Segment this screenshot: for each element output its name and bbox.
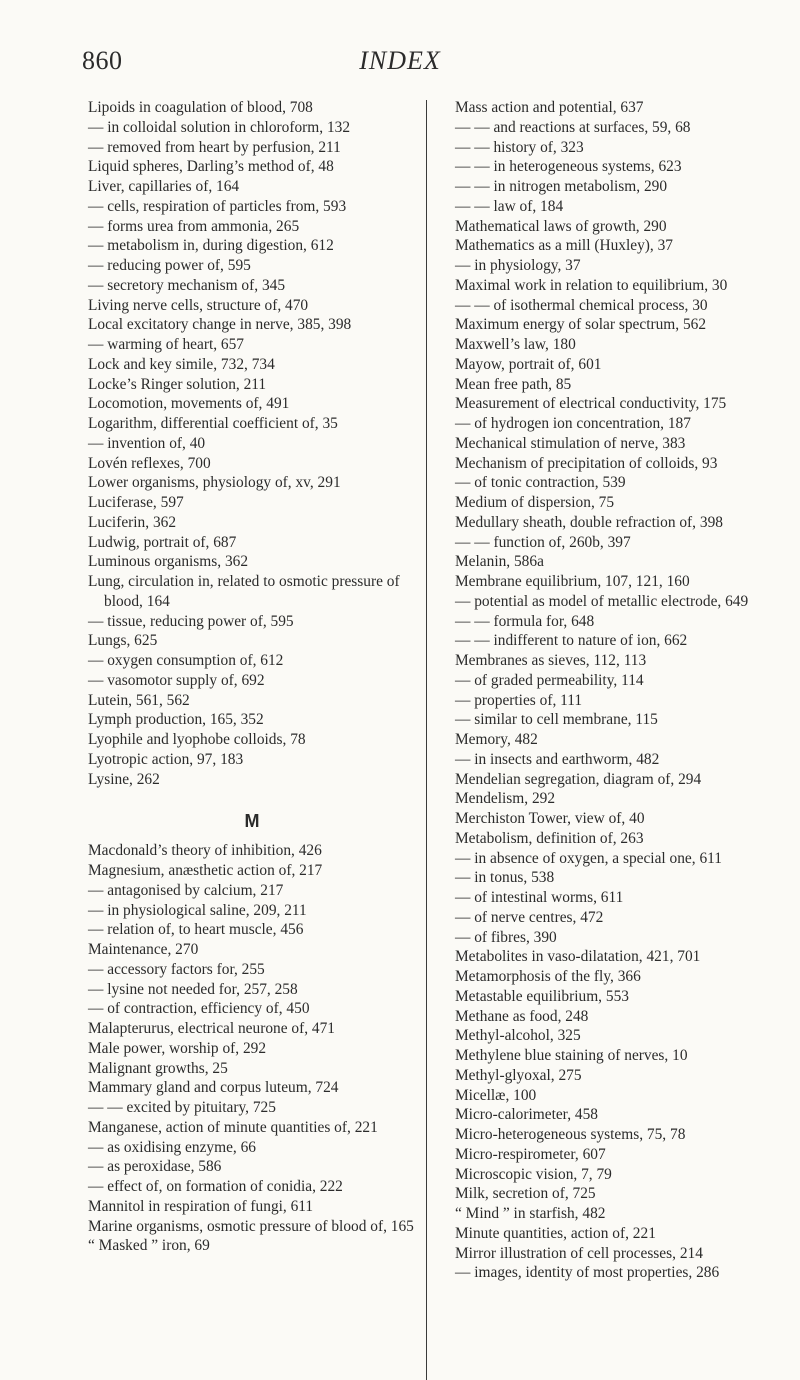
index-entry: Liquid spheres, Darling’s method of, 48 (88, 158, 334, 176)
index-entry: — metabolism in, during digestion, 612 (88, 237, 334, 255)
index-entry: — accessory factors for, 255 (88, 960, 265, 978)
index-entry: Mean free path, 85 (455, 375, 572, 393)
index-entry: Mass action and potential, 637 (455, 99, 644, 116)
index-entry: Mathematics as a mill (Huxley), 37 (455, 237, 673, 255)
index-entry: Lymph production, 165, 352 (88, 711, 264, 729)
index-entry: Manganese, action of minute quantities of, 221 (88, 1118, 378, 1136)
index-entry: Metabolism, definition of, 263 (455, 829, 644, 847)
index-entry: Methyl-alcohol, 325 (455, 1027, 581, 1045)
index-entry: Mendelism, 292 (455, 790, 556, 808)
index-entry: — as peroxidase, 586 (88, 1158, 222, 1176)
index-entry: — of contraction, efficiency of, 450 (88, 1000, 310, 1018)
index-entry: Micellæ, 100 (455, 1086, 537, 1104)
index-entry: Medium of dispersion, 75 (455, 494, 615, 511)
index-entry: Mechanism of precipitation of colloids, 93 (455, 454, 718, 472)
index-column-left (88, 98, 416, 1256)
index-entry: Maintenance, 270 (88, 941, 199, 958)
index-entry: Merchiston Tower, view of, 40 (455, 810, 645, 827)
index-entry: — — law of, 184 (455, 197, 564, 215)
index-entry: — warming of heart, 657 (88, 336, 245, 353)
index-entry: Metastable equilibrium, 553 (455, 987, 629, 1005)
index-entry: — similar to cell membrane, 115 (455, 711, 658, 729)
index-entry: — antagonised by calcium, 217 (88, 881, 284, 899)
index-entry: — — function of, 260b, 397 (455, 533, 631, 551)
column-divider (426, 100, 427, 1380)
index-entry: — in physiological saline, 209, 211 (88, 901, 307, 919)
index-column-right (455, 98, 795, 1283)
index-entry: Mannitol in respiration of fungi, 611 (88, 1197, 314, 1215)
index-entry: — of nerve centres, 472 (455, 908, 604, 926)
index-entry: — — of isothermal chemical process, 30 (455, 296, 708, 314)
index-entry: Methyl-glyoxal, 275 (455, 1066, 582, 1084)
index-entry: — in tonus, 538 (455, 869, 555, 887)
index-entry: Medullary sheath, double refraction of, 398 (455, 513, 723, 531)
index-entry: Liver, capillaries of, 164 (88, 178, 240, 195)
index-entry: — properties of, 111 (455, 691, 583, 709)
index-entry: — oxygen consumption of, 612 (88, 652, 284, 669)
index-entry: Methylene blue staining of nerves, 10 (455, 1047, 688, 1064)
index-entry: — lysine not needed for, 257, 258 (88, 980, 298, 998)
index-entry: Lung, circulation in, related to osmotic pressure of blood, 164 (88, 573, 400, 610)
index-entry: Mechanical stimulation of nerve, 383 (455, 434, 686, 452)
index-entry: — — indifferent to nature of ion, 662 (455, 632, 688, 650)
index-entry: Lysine, 262 (88, 770, 160, 788)
index-entry: — — in heterogeneous systems, 623 (455, 158, 682, 176)
index-entry: — removed from heart by perfusion, 211 (88, 138, 341, 156)
index-entry: — tissue, reducing power of, 595 (88, 612, 294, 630)
index-entry: Mirror illustration of cell processes, 214 (455, 1244, 703, 1262)
index-entry: Lipoids in coagulation of blood, 708 (88, 99, 313, 116)
index-entry: Micro-heterogeneous systems, 75, 78 (455, 1126, 686, 1143)
entry-list-l (88, 98, 416, 789)
index-entry: “ Mind ” in starfish, 482 (455, 1205, 606, 1222)
index-entry: — forms urea from ammonia, 265 (88, 217, 300, 235)
index-entry: Melanin, 586a (455, 553, 544, 571)
index-entry: Magnesium, anæsthetic action of, 217 (88, 862, 323, 879)
entry-list-m (88, 841, 416, 1256)
index-entry: Memory, 482 (455, 731, 538, 748)
index-entry: Luminous organisms, 362 (88, 553, 249, 571)
index-entry: Mayow, portrait of, 601 (455, 355, 602, 373)
index-entry: Lyotropic action, 97, 183 (88, 750, 244, 768)
index-entry: — effect of, on formation of conidia, 222 (88, 1178, 343, 1195)
index-entry: — — and reactions at surfaces, 59, 68 (455, 118, 691, 136)
index-entry: Mendelian segregation, diagram of, 294 (455, 770, 702, 788)
index-entry: — in absence of oxygen, a special one, 611 (455, 849, 722, 867)
index-entry: Lower organisms, physiology of, xv, 291 (88, 474, 341, 492)
index-entry: — cells, respiration of particles from, 593 (88, 197, 347, 215)
index-entry: — in physiology, 37 (455, 257, 581, 274)
index-entry: Logarithm, differential coefficient of, 35 (88, 415, 338, 432)
running-head: INDEX (359, 46, 441, 75)
index-entry: Luciferin, 362 (88, 513, 177, 531)
index-entry: Lyophile and lyophobe colloids, 78 (88, 731, 306, 748)
section-letter: M (244, 811, 260, 832)
index-entry: Maximal work in relation to equilibrium, 30 (455, 276, 728, 294)
index-entry: — in colloidal solution in chloroform, 132 (88, 118, 351, 136)
index-entry: — — in nitrogen metabolism, 290 (455, 178, 668, 195)
index-entry: — reducing power of, 595 (88, 257, 251, 274)
page-number: 860 (82, 46, 123, 75)
index-entry: Micro-calorimeter, 458 (455, 1106, 598, 1124)
index-entry: — relation of, to heart muscle, 456 (88, 921, 304, 939)
index-entry: Maximum energy of solar spectrum, 562 (455, 316, 707, 334)
index-entry: — as oxidising enzyme, 66 (88, 1138, 256, 1156)
index-entry: Lock and key simile, 732, 734 (88, 355, 275, 373)
index-entry: — of tonic contraction, 539 (455, 474, 626, 492)
index-entry: Marine organisms, osmotic pressure of blood of, 165 (88, 1217, 414, 1235)
index-entry: Maxwell’s law, 180 (455, 336, 576, 353)
index-entry: Mammary gland and corpus luteum, 724 (88, 1079, 339, 1097)
index-entry: — of fibres, 390 (455, 928, 557, 946)
index-entry: Lutein, 561, 562 (88, 691, 190, 709)
index-entry: Milk, secretion of, 725 (455, 1185, 596, 1203)
index-entry: Luciferase, 597 (88, 494, 184, 511)
index-entry: — of graded permeability, 114 (455, 671, 644, 689)
entry-list-m-continued (455, 98, 795, 1283)
index-entry: Locke’s Ringer solution, 211 (88, 375, 267, 393)
index-entry: Male power, worship of, 292 (88, 1039, 267, 1057)
index-entry: — potential as model of metallic electrode, 649 (455, 592, 749, 610)
index-entry: Measurement of electrical conductivity, 175 (455, 395, 727, 413)
index-entry: — invention of, 40 (88, 434, 206, 452)
index-entry: — of hydrogen ion concentration, 187 (455, 415, 691, 432)
index-entry: Membranes as sieves, 112, 113 (455, 652, 647, 669)
index-entry: Metabolites in vaso-dilatation, 421, 701 (455, 948, 701, 966)
index-entry: Methane as food, 248 (455, 1007, 589, 1025)
index-entry: Local excitatory change in nerve, 385, 398 (88, 316, 352, 334)
index-entry: Malignant growths, 25 (88, 1059, 228, 1077)
index-entry: Locomotion, movements of, 491 (88, 395, 290, 413)
index-entry: Lovén reflexes, 700 (88, 454, 211, 472)
index-entry: “ Masked ” iron, 69 (88, 1237, 210, 1255)
index-entry: Macdonald’s theory of inhibition, 426 (88, 842, 322, 860)
index-entry: Minute quantities, action of, 221 (455, 1224, 656, 1242)
index-entry: — — formula for, 648 (455, 612, 595, 630)
index-entry: Mathematical laws of growth, 290 (455, 217, 667, 235)
index-entry: — vasomotor supply of, 692 (88, 671, 265, 689)
index-entry: — in insects and earthworm, 482 (455, 750, 660, 768)
index-entry: — secretory mechanism of, 345 (88, 276, 286, 294)
index-entry: Microscopic vision, 7, 79 (455, 1165, 612, 1183)
index-entry: Lungs, 625 (88, 632, 158, 650)
index-entry: — of intestinal worms, 611 (455, 889, 624, 906)
index-entry: Metamorphosis of the fly, 366 (455, 968, 641, 985)
page-header (0, 46, 800, 86)
index-entry: Membrane equilibrium, 107, 121, 160 (455, 573, 690, 590)
index-entry: — — excited by pituitary, 725 (88, 1099, 276, 1116)
index-entry: Malapterurus, electrical neurone of, 471 (88, 1020, 336, 1037)
index-entry: Living nerve cells, structure of, 470 (88, 296, 309, 314)
index-entry: Ludwig, portrait of, 687 (88, 533, 237, 551)
index-entry: — — history of, 323 (455, 138, 584, 156)
index-entry: Micro-respirometer, 607 (455, 1145, 606, 1163)
index-entry: — images, identity of most properties, 286 (455, 1264, 720, 1282)
